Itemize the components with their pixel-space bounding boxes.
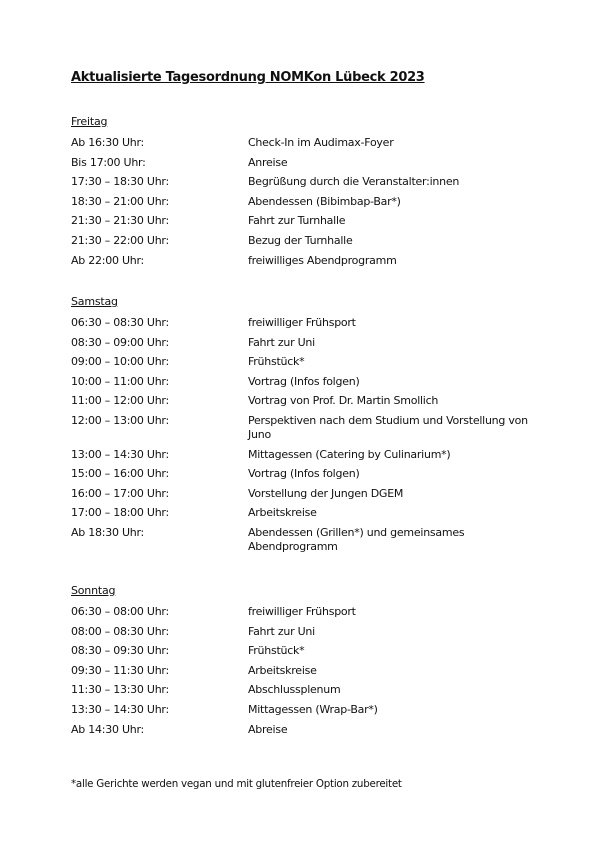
section-sonntag — [71, 584, 541, 742]
schedule-event: Mittagessen (Wrap-Bar*) — [248, 702, 378, 716]
schedule-row — [71, 487, 541, 501]
footnote: *alle Gerichte werden vegan und mit glutenfreier Option zubereitet — [71, 778, 402, 790]
schedule-event: Abendessen (Grillen*) und gemeinsames Abendprogramm — [248, 525, 465, 553]
schedule-row — [71, 214, 541, 228]
schedule-row — [71, 254, 541, 268]
schedule-time: 08:30 – 09:30 Uhr: — [71, 644, 169, 658]
schedule-event: Fahrt zur Uni — [248, 624, 315, 638]
schedule-time: 21:30 – 22:00 Uhr: — [71, 233, 169, 247]
schedule-time: Ab 18:30 Uhr: — [71, 525, 145, 539]
schedule-time: Ab 14:30 Uhr: — [71, 722, 145, 736]
schedule-time: 17:00 – 18:00 Uhr: — [71, 506, 169, 520]
schedule-time: 09:30 – 11:30 Uhr: — [71, 663, 169, 677]
schedule-event: Fahrt zur Turnhalle — [248, 214, 346, 228]
schedule-time: 17:30 – 18:30 Uhr: — [71, 175, 169, 189]
section-heading: Freitag — [71, 115, 108, 128]
schedule-time: 11:00 – 12:00 Uhr: — [71, 394, 169, 408]
schedule-event: Frühstück* — [248, 355, 305, 369]
schedule-time: 10:00 – 11:00 Uhr: — [71, 374, 169, 388]
schedule-row — [71, 234, 541, 248]
schedule-row — [71, 467, 541, 481]
schedule-row — [71, 703, 541, 717]
schedule-row — [71, 316, 541, 330]
schedule-time: 08:30 – 09:00 Uhr: — [71, 335, 169, 349]
schedule-event: Fahrt zur Uni — [248, 335, 315, 349]
schedule-row — [71, 683, 541, 697]
schedule-event: Mittagessen (Catering by Culinarium*) — [248, 447, 451, 461]
schedule-row — [71, 355, 541, 369]
schedule-event: Check-In im Audimax-Foyer — [248, 136, 394, 149]
schedule-event: Vortrag von Prof. Dr. Martin Smollich — [248, 394, 439, 408]
schedule-event: Arbeitskreise — [248, 663, 317, 677]
schedule-time: 08:00 – 08:30 Uhr: — [71, 624, 169, 638]
section-samstag — [71, 295, 541, 560]
schedule-time: 06:30 – 08:30 Uhr: — [71, 316, 169, 329]
schedule-row — [71, 414, 541, 442]
schedule-row — [71, 664, 541, 678]
schedule-list — [71, 605, 541, 737]
section-heading: Samstag — [71, 295, 118, 308]
schedule-time: 16:00 – 17:00 Uhr: — [71, 486, 169, 500]
schedule-time: 15:00 – 16:00 Uhr: — [71, 467, 169, 481]
schedule-row — [71, 605, 541, 619]
schedule-row — [71, 136, 541, 150]
schedule-row — [71, 625, 541, 639]
schedule-event: Frühstück* — [248, 644, 305, 658]
schedule-event: Perspektiven nach dem Studium und Vorstellung von Juno — [248, 413, 528, 441]
schedule-time: 18:30 – 21:00 Uhr: — [71, 194, 169, 208]
schedule-time: 13:30 – 14:30 Uhr: — [71, 702, 169, 716]
schedule-event: Abendessen (Bibimbap-Bar*) — [248, 194, 401, 208]
schedule-time: Ab 16:30 Uhr: — [71, 136, 145, 149]
schedule-row — [71, 394, 541, 408]
schedule-event: Anreise — [248, 155, 288, 169]
section-freitag — [71, 115, 541, 273]
schedule-event: freiwilliger Frühsport — [248, 316, 356, 329]
schedule-event: Abreise — [248, 722, 288, 736]
schedule-row — [71, 526, 541, 554]
schedule-time: Ab 22:00 Uhr: — [71, 253, 145, 267]
schedule-event: Begrüßung durch die Veranstalter:innen — [248, 175, 460, 189]
schedule-row — [71, 336, 541, 350]
schedule-event: Vorstellung der Jungen DGEM — [248, 486, 404, 500]
schedule-event: Vortrag (Infos folgen) — [248, 467, 360, 481]
schedule-row — [71, 644, 541, 658]
document-title: Aktualisierte Tagesordnung NOMKon Lübeck 2023 — [71, 70, 425, 85]
schedule-event: freiwilliger Frühsport — [248, 605, 356, 618]
schedule-time: 09:00 – 10:00 Uhr: — [71, 355, 169, 369]
schedule-list — [71, 316, 541, 554]
schedule-row — [71, 175, 541, 189]
schedule-row — [71, 506, 541, 520]
schedule-time: 13:00 – 14:30 Uhr: — [71, 447, 169, 461]
schedule-row — [71, 723, 541, 737]
section-heading: Sonntag — [71, 584, 116, 597]
schedule-row — [71, 375, 541, 389]
schedule-row — [71, 195, 541, 209]
schedule-event: Vortrag (Infos folgen) — [248, 374, 360, 388]
schedule-time: 21:30 – 21:30 Uhr: — [71, 214, 169, 228]
schedule-row — [71, 156, 541, 170]
schedule-list — [71, 136, 541, 268]
schedule-time: 06:30 – 08:00 Uhr: — [71, 605, 169, 618]
schedule-event: Arbeitskreise — [248, 506, 317, 520]
schedule-event: Bezug der Turnhalle — [248, 233, 353, 247]
schedule-time: 11:30 – 13:30 Uhr: — [71, 683, 169, 697]
schedule-row — [71, 448, 541, 462]
schedule-time: 12:00 – 13:00 Uhr: — [71, 413, 169, 427]
schedule-time: Bis 17:00 Uhr: — [71, 155, 146, 169]
schedule-event: Abschlussplenum — [248, 683, 341, 697]
schedule-event: freiwilliges Abendprogramm — [248, 253, 397, 267]
